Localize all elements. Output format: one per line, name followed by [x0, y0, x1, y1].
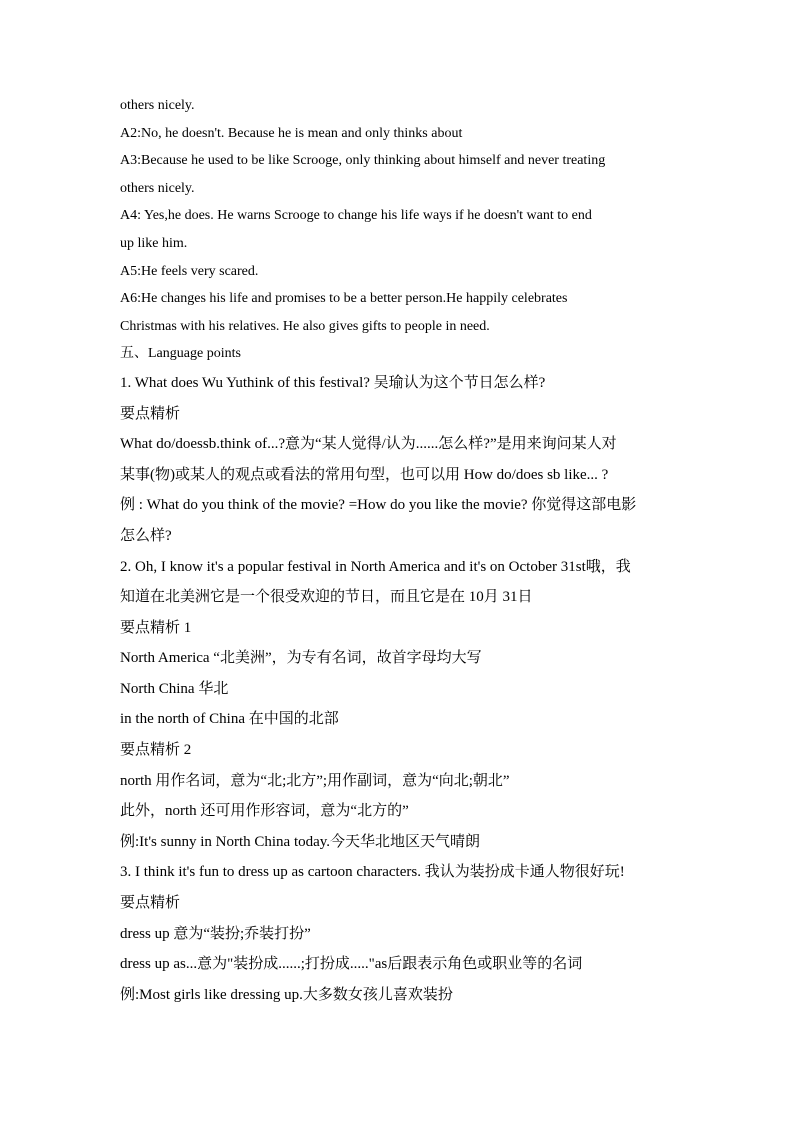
text-line: dress up 意为“装扮;乔装打扮” [120, 925, 311, 942]
text-line: 例:Most girls like dressing up.大多数女孩儿喜欢装扮 [120, 986, 453, 1003]
text-line: others nicely. [120, 98, 195, 113]
text-line: 此外，north 还可用作形容词，意为“北方的” [120, 803, 409, 820]
document-page [120, 92, 676, 1010]
subheading: 要点精析 [120, 405, 181, 422]
text-line: 某事(物)或某人的观点或看法的常用句型，也可以用 How do/does sb like... ? [120, 466, 609, 483]
text-line: North China 华北 [120, 680, 229, 697]
text-line: 1. What does Wu Yuthink of this festival? 吴瑜认为这个节日怎么样? [120, 374, 546, 391]
text-line: others nicely. [120, 180, 195, 196]
text-line: A6:He changes his life and promises to be a better person.He happily celebrates [120, 291, 568, 307]
section-heading: 五、Language points [120, 346, 241, 362]
text-line: dress up as...意为"装扮成......;打扮成....."as后跟表示角色或职业等的名词 [120, 956, 583, 973]
text-line: 知道在北美洲它是一个很受欢迎的节日，而且它是在 10月 31日 [120, 589, 533, 606]
subheading: 要点精析 [120, 895, 181, 912]
text-line: North America “北美洲”，为专有名词，故首字母均大写 [120, 650, 482, 667]
text-line: 例 : What do you think of the movie? =How do you like the movie? 你觉得这部电影 [120, 497, 637, 514]
text-line: north 用作名词，意为“北;北方”;用作副词，意为“向北;朝北” [120, 772, 510, 789]
text-line: A4: Yes,he does. He warns Scrooge to change his life ways if he doesn't want to end [120, 208, 592, 224]
text-line: What do/doessb.think of...?意为“某人觉得/认为......怎么样?”是用来询问某人对 [120, 436, 617, 453]
text-line: 例:It's sunny in North China today.今天华北地区天气晴朗 [120, 833, 481, 850]
text-line: A2:No, he doesn't. Because he is mean and only thinks about [120, 125, 463, 141]
text-line: A3:Because he used to be like Scrooge, only thinking about himself and never treating [120, 153, 606, 169]
subheading: 要点精析 2 [120, 742, 192, 759]
subheading: 要点精析 1 [120, 619, 192, 636]
text-line: A5:He feels very scared. [120, 263, 259, 279]
text-line: in the north of China 在中国的北部 [120, 711, 339, 728]
text-line: 2. Oh, I know it's a popular festival in North America and it's on October 31st哦，我 [120, 558, 631, 575]
text-line: 3. I think it's fun to dress up as cartoon characters. 我认为装扮成卡通人物很好玩! [120, 864, 625, 881]
text-line: Christmas with his relatives. He also gives gifts to people in need. [120, 318, 490, 334]
text-line: up like him. [120, 235, 188, 251]
text-line: 怎么样? [120, 527, 172, 544]
